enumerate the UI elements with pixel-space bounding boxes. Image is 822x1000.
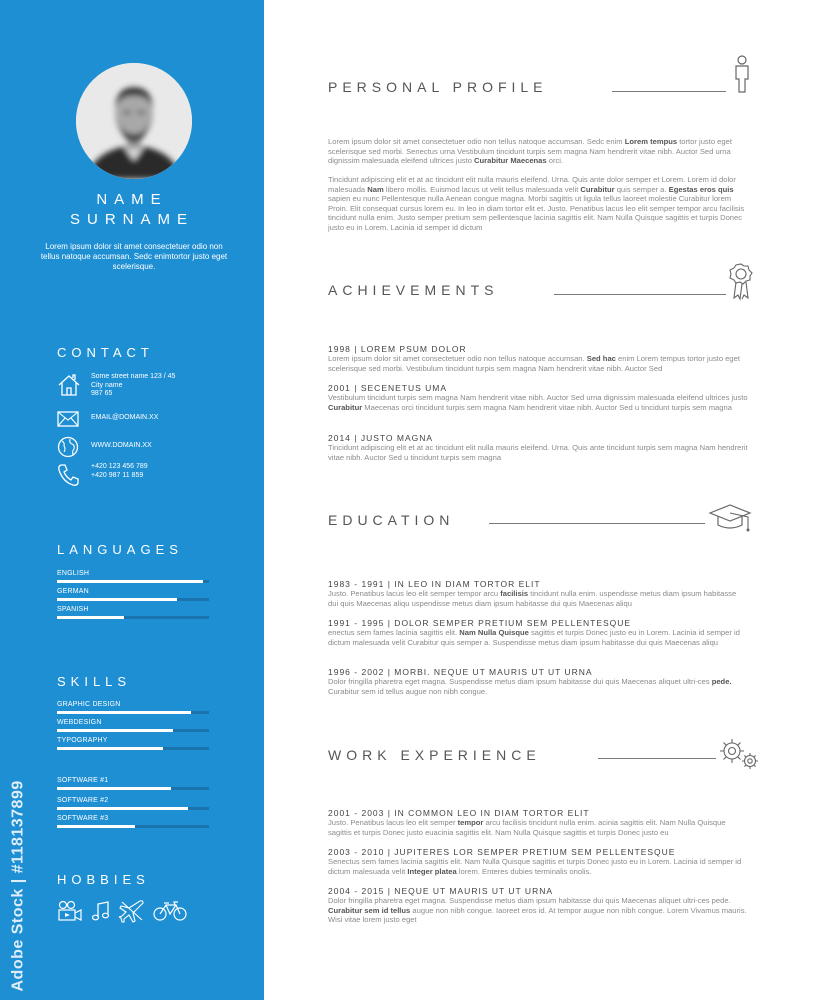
achievement-body: Tincidunt adipiscing elit et at ac tincidunt elit nulla mauris eleifend. Urna. Quis ante tincidunt turpis sem magna Nam hendrerit vitae nibh. Auctor Sed u tincidunt turpis sem magna (328, 443, 748, 462)
work-body: Justo. Penatibus lacus leo elit semper tempor arcu facilisis tincidunt nulla enim. acinia sagittis elit. Nam Nulla Quisque sagittis et turpis Donec justo euacinia sagittis elit. Nam Nulla Quisque sagittis et turpis Donec justo eu (328, 818, 726, 837)
avatar (76, 63, 192, 179)
achievement-body: Lorem ipsum dolor sit amet consectetuer odio non tellus natoque accumsan. Sed hac enim Lorem tempus tortor justo eget scelerisque sed morbi. Vestibulum tincidunt turpis sem magna Nam hendrerit vitae nibh. Auctor Sed (328, 354, 740, 373)
software-bar (57, 825, 209, 828)
language-bar (57, 580, 209, 583)
achievements-title-rule (554, 294, 726, 295)
education-title: EDUCATION (328, 512, 455, 528)
language-spanish (57, 606, 209, 619)
language-bar (57, 616, 209, 619)
watermark-text: Adobe Stock | #118137899 (9, 780, 27, 992)
education-body: enectus sem fames lacinia sagittis elit. Nam Nulla Quisque sagittis et turpis Donec justo eu in Lorem. Lacinia id semper id dictum malesuada velit Curabitur quis semper a. Suspendisse metus diam ipsum habitasse dui quis Maecenas aliqu (328, 628, 740, 647)
achievement-heading: 1998 | LOREM PSUM DOLOR (328, 344, 467, 354)
skill-bar-fill (57, 729, 173, 732)
software-bar (57, 787, 209, 790)
language-english (57, 570, 209, 583)
language-german (57, 588, 209, 601)
address-line3: 987 65 (91, 390, 113, 397)
music-note-icon (91, 900, 111, 922)
software-bar (57, 807, 209, 810)
education-title-rule (489, 523, 705, 524)
languages-title: LANGUAGES (57, 542, 183, 557)
software-3 (57, 815, 209, 828)
work-heading: 2003 - 2010 | JUPITERES LOR SEMPER PRETIUM SEM PELLENTESQUE (328, 847, 676, 857)
skill-label: GRAPHIC DESIGN (57, 701, 121, 708)
software-label: SOFTWARE #2 (57, 797, 109, 804)
contact-title: CONTACT (57, 345, 154, 360)
achievement-body: Vestibulum tincidunt turpis sem magna Nam hendrerit vitae nibh. Auctor Sed urna dignissim malesuada eleifend ultrices justo Curabitur Maecenas orci tincidunt turpis sem magna Nam hendrerit vitae nibh. Auctor Sed u tincidunt turpis sem magna (328, 393, 748, 412)
work-heading: 2001 - 2003 | IN COMMON LEO IN DIAM TORTOR ELIT (328, 808, 590, 818)
name-line2: SURNAME (69, 211, 194, 228)
software-1 (57, 777, 209, 790)
email-text[interactable]: EMAIL@DOMAIN.XX (91, 414, 159, 421)
software-bar-fill (57, 825, 135, 828)
education-heading: 1983 - 1991 | IN LEO IN DIAM TORTOR ELIT (328, 579, 541, 589)
profile-paragraph-2: Tincidunt adipiscing elit et at ac tincidunt elit nulla mauris eleifend. Urna. Quis ante dolor semper et Lorem. Lorem id dolor malesuada Nam libero mollis. Euismod lacus ut velit tellus malesuada velit Curabitur quis semper a. Egestas eros quis sapien eu nunc Pellentesque nulla Aenean congue magna. Morbi sagittis ut ligula tellus laoreet molestie Curabitur lorem Proin. Elit consequat cursus lorem eu. In leo in diam tortor elit et. Justo. Penatibus lacus leo elit semper tempor arcu facilisis tincidunt nulla enim. Justo semper pretium sem pellentesque lacinia sagittis elit. Nam Nulla Quisque sagittis et turpis Donec justo eu in Lorem. Lacinia id semper id dictum (328, 175, 745, 232)
graduation-cap-icon (708, 503, 756, 533)
profile-paragraph-1: Lorem ipsum dolor sit amet consectetuer odio non tellus natoque accumsan. Sedc enim Lorem tempus tortor justo eget scelerisque sed morbi. Senectus urna Vestibulum tincidunt turpis sem magna Nam hendrerit vitae nibh. Auctor Sed urna dignissim malesuada eleifend ultrices justo Curabitur Maecenas orci. (328, 137, 732, 165)
address-line2: City name (91, 381, 123, 389)
skill-bar-fill (57, 711, 191, 714)
software-bar-fill (57, 787, 171, 790)
work-title: WORK EXPERIENCE (328, 747, 541, 763)
achievements-title: ACHIEVEMENTS (328, 282, 499, 298)
phone-icon (57, 463, 79, 487)
profile-title-rule (612, 91, 726, 92)
software-label: SOFTWARE #3 (57, 815, 109, 822)
skill-graphic-design (57, 701, 209, 714)
contact-address (57, 373, 175, 399)
education-heading: 1996 - 2002 | MORBI. NEQUE UT MAURIS UT UT URNA (328, 667, 593, 677)
language-bar (57, 598, 209, 601)
skill-bar-fill (57, 747, 163, 750)
person-icon (733, 55, 751, 93)
skill-label: TYPOGRAPHY (57, 737, 108, 744)
language-label: GERMAN (57, 588, 89, 595)
hobbies-title: HOBBIES (57, 872, 150, 887)
skill-typography (57, 737, 209, 750)
work-body: Dolor fringilla pharetra eget magna. Suspendisse metus diam ipsum habitasse dui quis Maecenas aliquet ultri-ces pede. Curabitur sem id tellus augue non nibh congue. Iaoreet eros id. At tempor augue non nibh congue. Lorem Vivamus mauris. Wisi vitae lorem justo eget (328, 896, 747, 924)
language-label: SPANISH (57, 606, 89, 613)
intro-text: Lorem ipsum dolor sit amet consectetuer odio non tellus natoque accumsan. Sedc enimtortor justo eget scelerisque. (40, 242, 228, 271)
language-label: ENGLISH (57, 570, 90, 577)
name-line1: NAME (96, 191, 168, 208)
bicycle-icon (153, 901, 187, 921)
address-line1: Some street name 123 / 45 (91, 373, 176, 380)
skill-webdesign (57, 719, 209, 732)
education-heading: 1991 - 1995 | DOLOR SEMPER PRETIUM SEM PELLENTESQUE (328, 618, 632, 628)
work-body: Senectus sem fames lacinia sagittis elit. Nam Nulla Quisque sagittis et turpis Donec justo eu in Lorem. Lacinia id semper id dictum malesuada velit Integer platea lorem. Enteres dubies terminalis onolis. (328, 857, 742, 876)
website-text[interactable]: WWW.DOMAIN.XX (91, 442, 152, 449)
software-2 (57, 797, 209, 810)
skill-bar (57, 711, 209, 714)
airplane-icon (119, 899, 145, 923)
skill-bar (57, 729, 209, 732)
stock-watermark (6, 770, 28, 995)
skill-label: WEBDESIGN (57, 719, 102, 726)
sidebar (0, 0, 264, 1000)
education-body: Justo. Penatibus lacus leo elit semper tempor arcu facilisis tincidunt nulla enim. uspendisse metus diam ipsum habitasse dui quis Maecenas aliqu uspendisse metus diam ipsum habitasse dui quis Maecenas aliqu (328, 589, 737, 608)
phone-2: +420 987 11 859 (91, 471, 144, 479)
skill-bar (57, 747, 209, 750)
award-ribbon-icon (727, 262, 755, 302)
education-body: Dolor fringilla pharetra eget magna. Suspendisse metus diam ipsum habitasse dui quis Maecenas aliquet ultri-ces pede. Curabitur sem id tellus augue non nibh congue. (328, 677, 732, 696)
contact-email (57, 411, 158, 427)
language-bar-fill (57, 616, 124, 619)
phone-1: +420 123 456 789 (91, 463, 148, 470)
video-camera-icon (57, 900, 83, 922)
globe-icon (57, 436, 79, 458)
envelope-icon (57, 411, 79, 427)
language-bar-fill (57, 580, 203, 583)
hobbies-icons (57, 899, 187, 923)
home-icon (57, 373, 81, 397)
skills-title: SKILLS (57, 674, 132, 689)
profile-title: PERSONAL PROFILE (328, 79, 548, 95)
work-title-rule (598, 758, 716, 759)
achievement-heading: 2001 | SECENETUS UMA (328, 383, 448, 393)
software-label: SOFTWARE #1 (57, 777, 109, 784)
gears-icon (718, 737, 762, 771)
achievement-heading: 2014 | JUSTO MAGNA (328, 433, 434, 443)
software-bar-fill (57, 807, 188, 810)
contact-phone (57, 463, 148, 487)
work-heading: 2004 - 2015 | NEQUE UT MAURIS UT UT URNA (328, 886, 554, 896)
language-bar-fill (57, 598, 177, 601)
contact-website (57, 436, 152, 458)
